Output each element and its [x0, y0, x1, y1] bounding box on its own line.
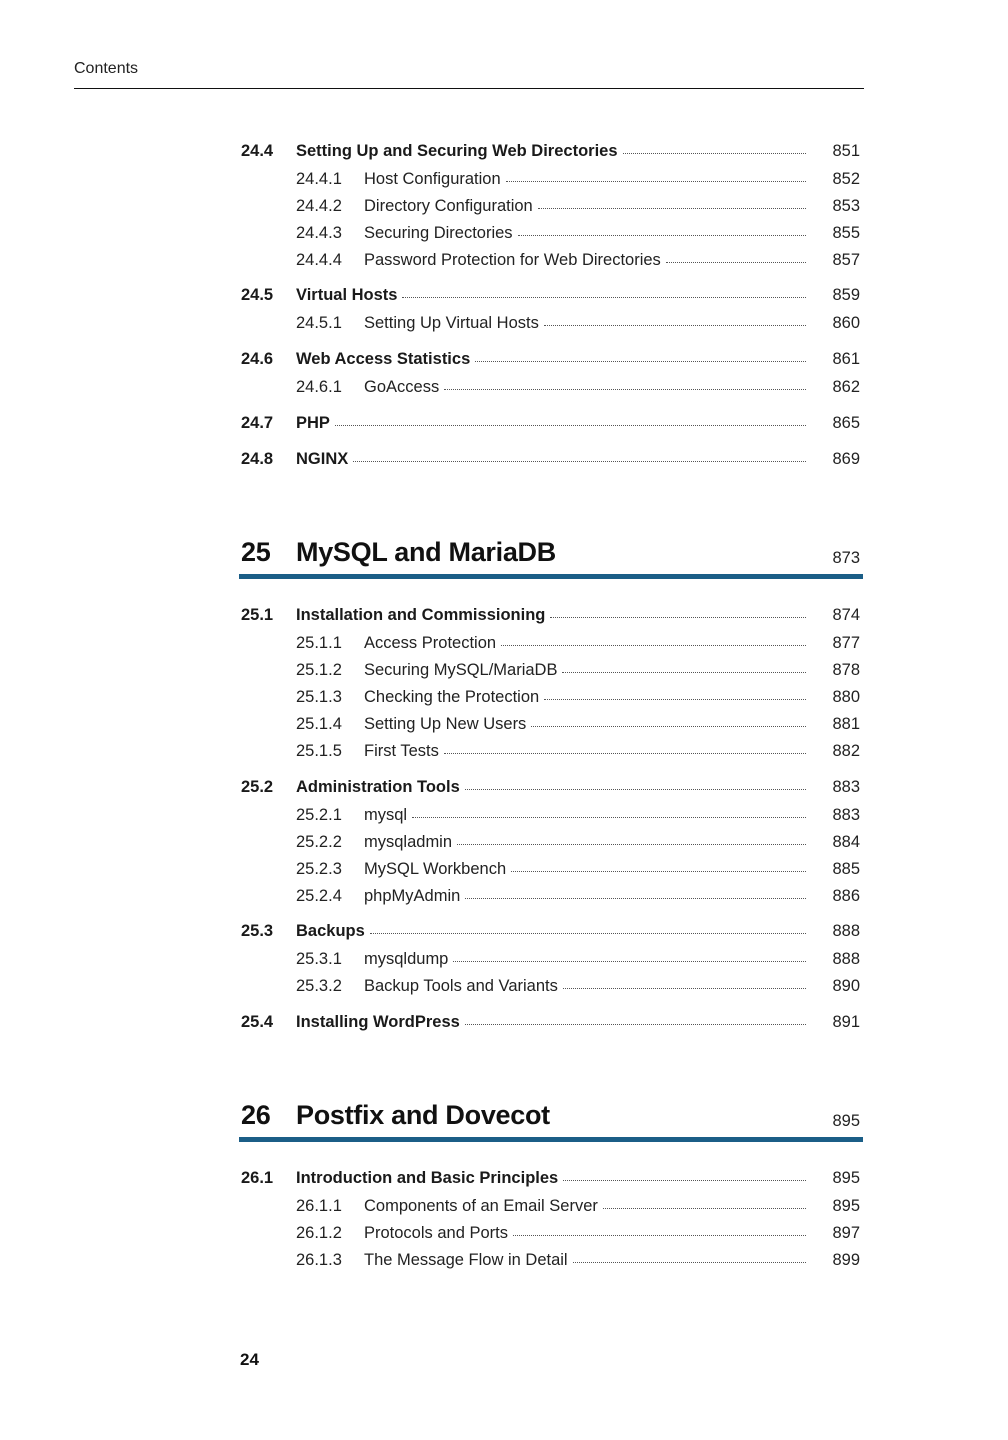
toc-subsection-entry[interactable]	[241, 712, 860, 736]
dot-leader	[563, 1179, 806, 1181]
entry-page-number: 878	[832, 661, 860, 679]
dot-leader	[444, 388, 806, 390]
dot-leader	[402, 296, 806, 298]
toc-section-entry[interactable]	[241, 347, 860, 371]
entry-page-number: 888	[832, 950, 860, 968]
toc-section-entry[interactable]	[241, 1166, 860, 1190]
entry-page-number: 857	[832, 251, 860, 269]
chapter-number: 25	[241, 537, 271, 567]
entry-page-number: 884	[832, 833, 860, 851]
entry-number: 25.3.2	[296, 977, 342, 995]
dot-leader	[475, 360, 806, 362]
entry-page-number: 869	[832, 450, 860, 468]
toc-subsection-entry[interactable]	[241, 221, 860, 245]
dot-leader	[335, 424, 806, 426]
entry-page-number: 897	[832, 1224, 860, 1242]
dot-leader	[544, 698, 806, 700]
entry-number: 24.4	[241, 142, 274, 160]
entry-page-number: 861	[832, 350, 860, 368]
toc-subsection-entry[interactable]	[241, 631, 860, 655]
toc-section-entry[interactable]	[241, 603, 860, 627]
entry-number: 24.4.3	[296, 224, 342, 242]
entry-title: GoAccess	[364, 378, 440, 396]
chapter-heading[interactable]	[241, 537, 863, 577]
entry-number: 24.5.1	[296, 314, 342, 332]
entry-title: Host Configuration	[364, 170, 501, 188]
entry-title: PHP	[296, 414, 330, 432]
dot-leader	[538, 207, 806, 209]
entry-number: 26.1.1	[296, 1197, 342, 1215]
chapter-number: 26	[241, 1100, 271, 1130]
entry-title: Directory Configuration	[364, 197, 533, 215]
toc-subsection-entry[interactable]	[241, 739, 860, 763]
entry-title: The Message Flow in Detail	[364, 1251, 568, 1269]
dot-leader	[465, 1023, 806, 1025]
entry-page-number: 891	[832, 1013, 860, 1031]
chapter-page-number: 895	[832, 1112, 860, 1130]
dot-leader	[513, 1234, 806, 1236]
toc-subsection-entry[interactable]	[241, 974, 860, 998]
entry-number: 24.8	[241, 450, 274, 468]
header-rule	[74, 88, 864, 89]
entry-number: 26.1	[241, 1169, 274, 1187]
toc-subsection-entry[interactable]	[241, 311, 860, 335]
dot-leader	[501, 644, 806, 646]
entry-title: Web Access Statistics	[296, 350, 471, 368]
toc-subsection-entry[interactable]	[241, 857, 860, 881]
dot-leader	[465, 897, 806, 899]
dot-leader	[563, 987, 806, 989]
entry-title: Installation and Commissioning	[296, 606, 546, 624]
toc-subsection-entry[interactable]	[241, 1221, 860, 1245]
dot-leader	[573, 1261, 806, 1263]
entry-page-number: 859	[832, 286, 860, 304]
entry-number: 25.1.4	[296, 715, 342, 733]
toc-subsection-entry[interactable]	[241, 194, 860, 218]
dot-leader	[562, 671, 806, 673]
entry-number: 24.6	[241, 350, 274, 368]
entry-title: Components of an Email Server	[364, 1197, 598, 1215]
entry-number: 24.4.2	[296, 197, 342, 215]
entry-number: 25.4	[241, 1013, 274, 1031]
entry-number: 25.1.2	[296, 661, 342, 679]
entry-title: Setting Up and Securing Web Directories	[296, 142, 618, 160]
entry-page-number: 853	[832, 197, 860, 215]
entry-title: Password Protection for Web Directories	[364, 251, 661, 269]
toc-subsection-entry[interactable]	[241, 947, 860, 971]
dot-leader	[457, 843, 806, 845]
chapter-page-number: 873	[832, 549, 860, 567]
toc-subsection-entry[interactable]	[241, 803, 860, 827]
entry-title: Checking the Protection	[364, 688, 540, 706]
dot-leader	[666, 261, 806, 263]
chapter-heading[interactable]	[241, 1100, 863, 1140]
entry-number: 24.5	[241, 286, 274, 304]
entry-title: Access Protection	[364, 634, 497, 652]
entry-page-number: 883	[832, 778, 860, 796]
dot-leader	[531, 725, 806, 727]
entry-number: 25.3	[241, 922, 274, 940]
entry-page-number: 895	[832, 1197, 860, 1215]
dot-leader	[506, 180, 806, 182]
toc-subsection-entry[interactable]	[241, 658, 860, 682]
toc-section-entry[interactable]	[241, 283, 860, 307]
entry-number: 25.2.1	[296, 806, 342, 824]
toc-subsection-entry[interactable]	[241, 248, 860, 272]
entry-number: 25.1	[241, 606, 274, 624]
toc-subsection-entry[interactable]	[241, 167, 860, 191]
chapter-title: MySQL and MariaDB	[296, 537, 556, 567]
entry-page-number: 883	[832, 806, 860, 824]
entry-number: 24.6.1	[296, 378, 342, 396]
entry-page-number: 874	[832, 606, 860, 624]
dot-leader	[412, 816, 806, 818]
entry-page-number: 877	[832, 634, 860, 652]
toc-section-entry[interactable]	[241, 1010, 860, 1034]
entry-page-number: 851	[832, 142, 860, 160]
entry-number: 24.4.1	[296, 170, 342, 188]
entry-title: MySQL Workbench	[364, 860, 507, 878]
dot-leader	[518, 234, 806, 236]
entry-page-number: 886	[832, 887, 860, 905]
entry-number: 25.2.2	[296, 833, 342, 851]
toc-subsection-entry[interactable]	[241, 830, 860, 854]
entry-number: 25.3.1	[296, 950, 342, 968]
entry-title: Backups	[296, 922, 365, 940]
entry-number: 26.1.3	[296, 1251, 342, 1269]
entry-title: mysql	[364, 806, 408, 824]
entry-number: 25.2.3	[296, 860, 342, 878]
chapter-rule	[239, 1137, 863, 1142]
entry-title: Installing WordPress	[296, 1013, 460, 1031]
toc-section-entry[interactable]	[241, 411, 860, 435]
entry-page-number: 890	[832, 977, 860, 995]
toc-subsection-entry[interactable]	[241, 1248, 860, 1272]
dot-leader	[353, 460, 806, 462]
entry-page-number: 881	[832, 715, 860, 733]
toc-subsection-entry[interactable]	[241, 1194, 860, 1218]
entry-page-number: 895	[832, 1169, 860, 1187]
entry-page-number: 899	[832, 1251, 860, 1269]
entry-title: mysqladmin	[364, 833, 453, 851]
entry-page-number: 882	[832, 742, 860, 760]
entry-number: 25.2.4	[296, 887, 342, 905]
toc-section-entry[interactable]	[241, 447, 860, 471]
dot-leader	[511, 870, 806, 872]
entry-title: Backup Tools and Variants	[364, 977, 558, 995]
toc-subsection-entry[interactable]	[241, 884, 860, 908]
toc-section-entry[interactable]	[241, 139, 860, 163]
dot-leader	[623, 152, 806, 154]
entry-title: phpMyAdmin	[364, 887, 461, 905]
chapter-rule	[239, 574, 863, 579]
entry-page-number: 852	[832, 170, 860, 188]
toc-section-entry[interactable]	[241, 919, 860, 943]
entry-title: Introduction and Basic Principles	[296, 1169, 559, 1187]
entry-title: First Tests	[364, 742, 439, 760]
entry-number: 25.2	[241, 778, 274, 796]
running-head: Contents	[74, 60, 139, 77]
dot-leader	[544, 324, 806, 326]
dot-leader	[370, 932, 806, 934]
entry-number: 25.1.5	[296, 742, 342, 760]
entry-number: 25.1.3	[296, 688, 342, 706]
chapter-title: Postfix and Dovecot	[296, 1100, 550, 1130]
toc-subsection-entry[interactable]	[241, 685, 860, 709]
entry-page-number: 862	[832, 378, 860, 396]
entry-page-number: 855	[832, 224, 860, 242]
entry-page-number: 865	[832, 414, 860, 432]
entry-number: 25.1.1	[296, 634, 342, 652]
entry-title: NGINX	[296, 450, 349, 468]
entry-number: 26.1.2	[296, 1224, 342, 1242]
entry-page-number: 885	[832, 860, 860, 878]
dot-leader	[444, 752, 806, 754]
entry-page-number: 880	[832, 688, 860, 706]
entry-number: 24.7	[241, 414, 274, 432]
entry-page-number: 888	[832, 922, 860, 940]
toc-section-entry[interactable]	[241, 775, 860, 799]
page-number: 24	[240, 1350, 259, 1369]
entry-title: Securing MySQL/MariaDB	[364, 661, 558, 679]
dot-leader	[550, 616, 806, 618]
dot-leader	[465, 788, 806, 790]
entry-title: Administration Tools	[296, 778, 460, 796]
entry-title: Setting Up New Users	[364, 715, 527, 733]
entry-number: 24.4.4	[296, 251, 342, 269]
entry-title: Securing Directories	[364, 224, 513, 242]
toc-subsection-entry[interactable]	[241, 375, 860, 399]
entry-title: mysqldump	[364, 950, 449, 968]
entry-title: Setting Up Virtual Hosts	[364, 314, 539, 332]
entry-title: Protocols and Ports	[364, 1224, 508, 1242]
dot-leader	[453, 960, 806, 962]
entry-title: Virtual Hosts	[296, 286, 398, 304]
entry-page-number: 860	[832, 314, 860, 332]
dot-leader	[603, 1207, 806, 1209]
